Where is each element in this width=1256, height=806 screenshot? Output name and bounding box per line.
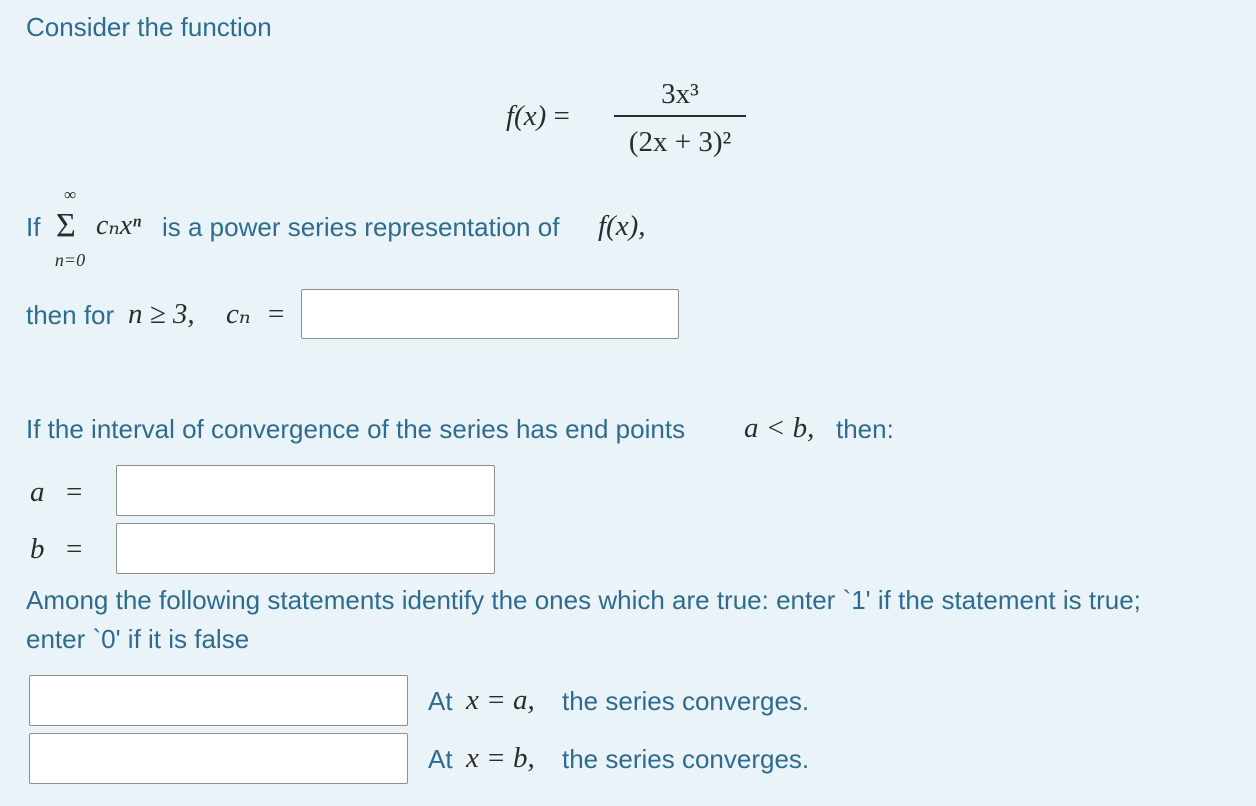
statement-2-answer-input[interactable] [29,733,408,784]
a-answer-input[interactable] [116,465,495,516]
a-label: a [30,476,45,508]
instructions-line-2: enter `0' if it is false [26,624,250,654]
sum-upper-limit: ∞ [63,185,77,204]
interval-suffix: then: [836,414,894,444]
fraction-bar [614,115,746,117]
interval-condition: a < b, [744,412,815,444]
series-function: f(x), [598,210,646,242]
cn-prefix: then for [26,300,115,330]
cn-answer-input[interactable] [301,289,679,339]
statement-1-suffix: the series converges. [562,686,810,716]
interval-prefix: If the interval of convergence of the series has end points [26,414,686,444]
cn-equals: = [268,298,285,330]
sum-lower-limit: n=0 [54,250,86,270]
b-label: b [30,533,45,565]
b-answer-input[interactable] [116,523,495,574]
statement-2-math: x = b, [466,742,535,774]
function-denominator: (2x + 3)² [628,126,732,158]
cn-condition: n ≥ 3, [128,298,195,330]
series-prefix: If [26,212,41,242]
sum-symbol: Σ [56,207,76,244]
a-equals: = [66,476,83,508]
b-equals: = [66,533,83,565]
function-lhs: f(x) [506,100,547,132]
function-equals: = [553,100,570,132]
statement-1-math: x = a, [466,684,535,716]
statement-2-prefix: At [428,744,453,774]
statement-1-prefix: At [428,686,453,716]
statement-2-suffix: the series converges. [562,744,810,774]
instructions-line-1: Among the following statements identify the ones which are true: enter `1' if the statement is true; [26,585,1141,615]
intro-text: Consider the function [26,12,272,42]
statement-1-answer-input[interactable] [29,675,408,726]
series-middle-text: is a power series representation of [162,212,560,242]
series-term: cₙxⁿ [96,210,142,241]
cn-variable: cₙ [226,298,251,330]
function-numerator: 3x³ [661,78,699,110]
